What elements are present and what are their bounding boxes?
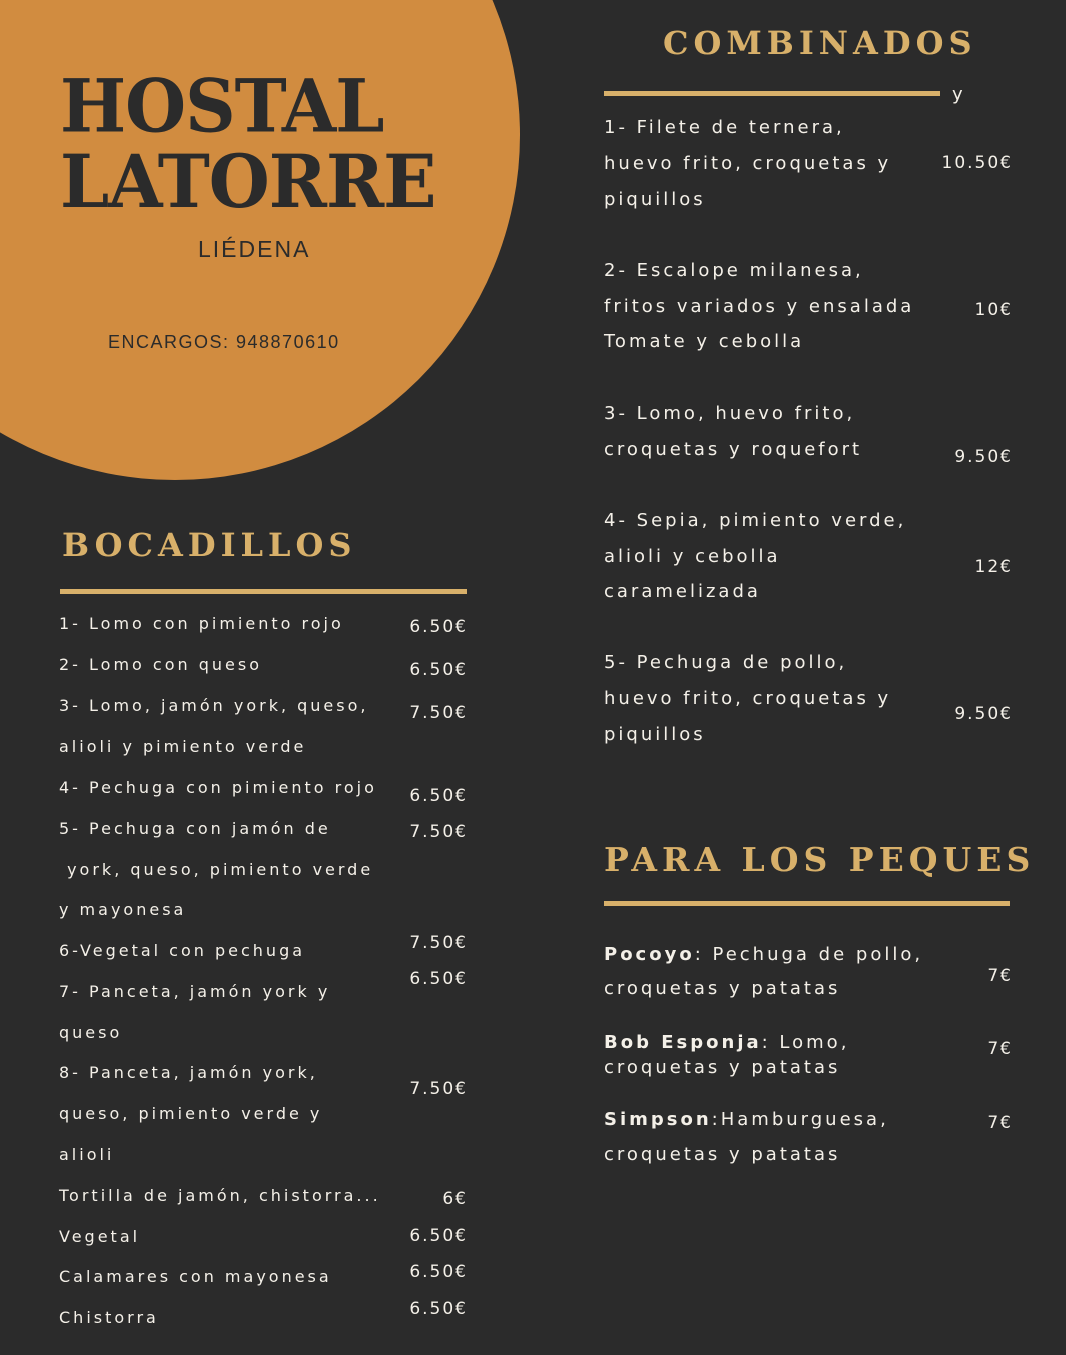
bocadillos-price: 7.50€	[409, 933, 468, 953]
restaurant-name-line2: LATORRE	[60, 137, 436, 225]
bocadillos-price: 7.50€	[409, 822, 468, 842]
combinados-line: piquillos	[604, 189, 706, 210]
combinados-title: COMBINADOS	[663, 24, 977, 62]
bocadillos-line: 6-Vegetal con pechuga	[59, 941, 306, 960]
bocadillos-price: 6.50€	[409, 617, 468, 637]
bocadillos-line: 3- Lomo, jamón york, queso,	[59, 696, 369, 715]
combinados-divider	[604, 91, 940, 96]
combinados-line: 4- Sepia, pimiento verde,	[604, 510, 907, 531]
restaurant-name	[60, 62, 436, 225]
combinados-line: piquillos	[604, 724, 706, 745]
bocadillos-price: 6.50€	[409, 969, 468, 989]
bocadillos-line: 1- Lomo con pimiento rojo	[59, 614, 344, 633]
bocadillos-line: 8- Panceta, jamón york,	[59, 1063, 318, 1082]
combinados-line: huevo frito, croquetas y	[604, 688, 892, 709]
bocadillos-line: Chistorra	[59, 1308, 159, 1327]
bocadillos-line: york, queso, pimiento verde	[59, 860, 374, 879]
bocadillos-line: 7- Panceta, jamón york y	[59, 982, 331, 1001]
peques-item-desc-line2: croquetas y patatas	[604, 1057, 841, 1078]
combinados-line: 5- Pechuga de pollo,	[604, 652, 848, 673]
combinados-line: 1- Filete de ternera,	[604, 117, 845, 138]
combinados-line: croquetas y roquefort	[604, 439, 863, 460]
combinados-price: 9.50€	[954, 447, 1013, 467]
peques-price: 7€	[987, 1113, 1013, 1133]
bocadillos-line: alioli y pimiento verde	[59, 737, 307, 756]
bocadillos-line: queso, pimiento verde y	[59, 1104, 323, 1123]
bocadillos-price: 6€	[442, 1189, 468, 1209]
bocadillos-price: 6.50€	[409, 786, 468, 806]
combinados-price: 10€	[974, 300, 1013, 320]
combinados-line: alioli y cebolla	[604, 546, 781, 567]
bocadillos-price: 6.50€	[409, 660, 468, 680]
bocadillos-line: alioli	[59, 1145, 115, 1164]
bocadillos-line: 4- Pechuga con pimiento rojo	[59, 778, 377, 797]
peques-item-desc-line2: croquetas y patatas	[604, 978, 841, 999]
bocadillos-price: 7.50€	[409, 703, 468, 723]
peques-title: PARA LOS PEQUES	[604, 840, 1036, 879]
peques-item-desc: :Hamburguesa,	[711, 1109, 889, 1130]
bocadillos-title: BOCADILLOS	[62, 526, 357, 564]
combinados-price: 12€	[974, 557, 1013, 577]
bocadillos-line: Vegetal	[59, 1227, 141, 1246]
peques-divider	[604, 901, 1010, 906]
combinados-price: 9.50€	[954, 704, 1013, 724]
bocadillos-line: 5- Pechuga con jamón de	[59, 819, 331, 838]
combinados-line: caramelizada	[604, 581, 761, 602]
bocadillos-price: 6.50€	[409, 1226, 468, 1246]
bocadillos-divider	[60, 589, 467, 594]
combinados-line: 2- Escalope milanesa,	[604, 260, 864, 281]
orders-phone: ENCARGOS: 948870610	[108, 332, 340, 352]
bocadillos-price: 7.50€	[409, 1079, 468, 1099]
peques-item-bob-esponja	[604, 1032, 849, 1053]
bocadillos-line: y mayonesa	[59, 900, 187, 919]
peques-item-desc: : Lomo,	[761, 1032, 850, 1053]
bocadillos-price: 6.50€	[409, 1299, 468, 1319]
combinados-price: 10.50€	[941, 153, 1013, 173]
peques-item-desc-line2: croquetas y patatas	[604, 1144, 841, 1165]
combinados-line: huevo frito, croquetas y	[604, 153, 892, 174]
bocadillos-line: Tortilla de jamón, chistorra...	[59, 1186, 381, 1205]
restaurant-name-line1: HOSTAL	[60, 62, 384, 150]
combinados-line: fritos variados y ensalada	[604, 296, 915, 317]
combinados-line: Tomate y cebolla	[604, 331, 805, 352]
peques-price: 7€	[987, 1039, 1013, 1059]
peques-item-simpson	[604, 1109, 889, 1130]
combinados-line: 3- Lomo, huevo frito,	[604, 403, 856, 424]
bocadillos-line: queso	[59, 1023, 123, 1042]
peques-item-name: Pocoyo	[604, 944, 695, 965]
peques-item-desc: : Pechuga de pollo,	[694, 944, 924, 965]
peques-price: 7€	[987, 966, 1013, 986]
town-name: LIÉDENA	[198, 236, 311, 262]
bocadillos-price: 6.50€	[409, 1262, 468, 1282]
combinados-stray-text: y	[952, 84, 966, 105]
bocadillos-line: Calamares con mayonesa	[59, 1267, 332, 1286]
peques-item-name: Bob Esponja	[604, 1032, 762, 1053]
peques-item-pocoyo	[604, 944, 923, 965]
peques-item-name: Simpson	[604, 1109, 712, 1130]
bocadillos-line: 2- Lomo con queso	[59, 655, 262, 674]
